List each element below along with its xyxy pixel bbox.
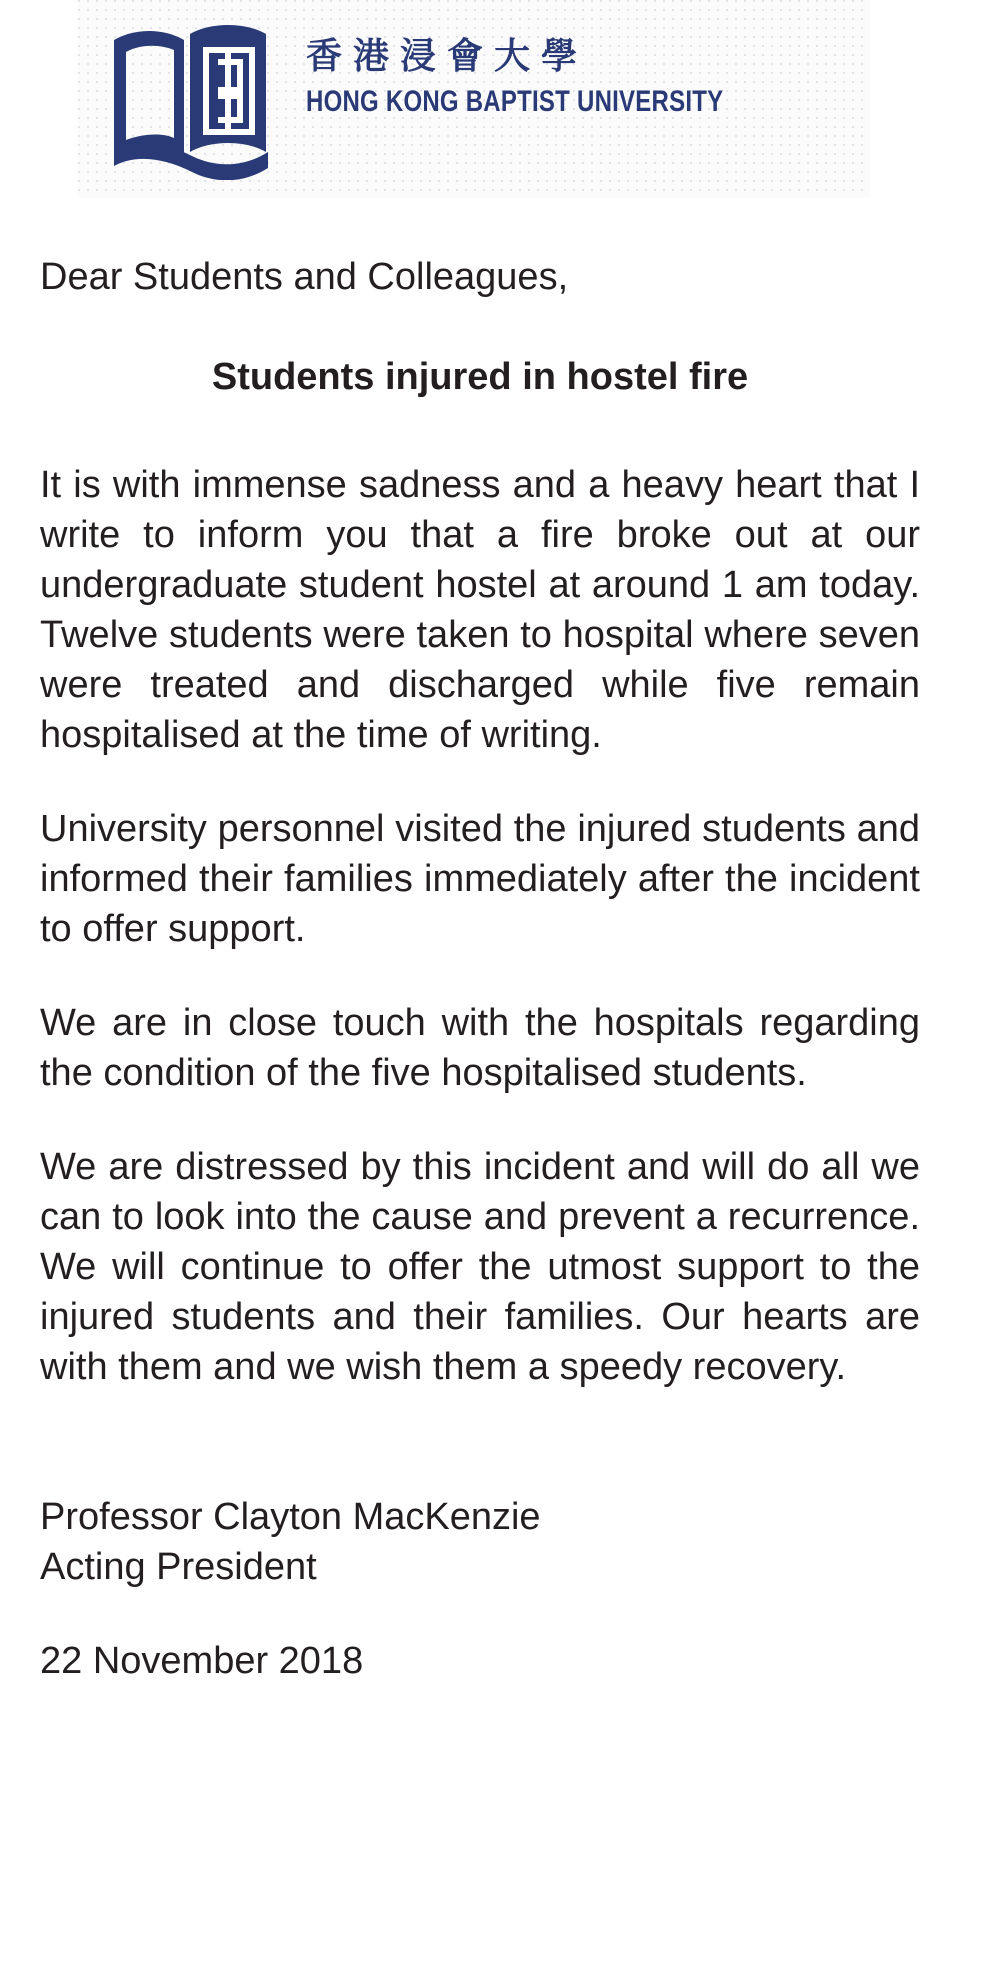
university-name-chinese: 香港浸會大學 — [306, 36, 589, 77]
letter-headline: Students injured in hostel fire — [211, 356, 749, 398]
paragraph-4: We are distressed by this incident and will do all we can to look into the cause and prevent a recurrence. We will continue to offer the utmost support to the injured students and their families. Our hearts are with them and we wish them a speedy recovery. — [40, 1146, 920, 1388]
letterhead-banner — [78, 0, 870, 198]
signature-title: Acting President — [40, 1546, 317, 1588]
letter-body — [40, 252, 920, 1686]
university-wordmark — [306, 34, 866, 119]
spacer — [40, 760, 920, 804]
paragraph-2: University personnel visited the injured students and informed their families immediately after the incident to offer support. — [40, 808, 920, 950]
spacer — [40, 1392, 920, 1492]
signature-block — [40, 1492, 920, 1592]
signature-name: Professor Clayton MacKenzie — [40, 1496, 541, 1538]
paragraph-3: We are in close touch with the hospitals regarding the condition of the five hospitalised students. — [40, 1002, 920, 1094]
spacer — [40, 1098, 920, 1142]
letter-date: 22 November 2018 — [40, 1640, 364, 1682]
spacer — [40, 302, 920, 352]
open-book-logo-icon — [106, 16, 286, 180]
university-name-english: HONG KONG BAPTIST UNIVERSITY — [306, 85, 724, 118]
spacer — [40, 402, 920, 460]
spacer — [40, 954, 920, 998]
date-block — [40, 1636, 920, 1686]
salutation: Dear Students and Colleagues, — [40, 256, 569, 298]
paragraph-1: It is with immense sadness and a heavy heart that I write to inform you that a fire broke out at our undergraduate student hostel at around 1 am today. Twelve students were taken to hospital where seven were treated and discharged while five remain hospitalised at the time of writing. — [40, 464, 920, 756]
spacer — [40, 1592, 920, 1636]
